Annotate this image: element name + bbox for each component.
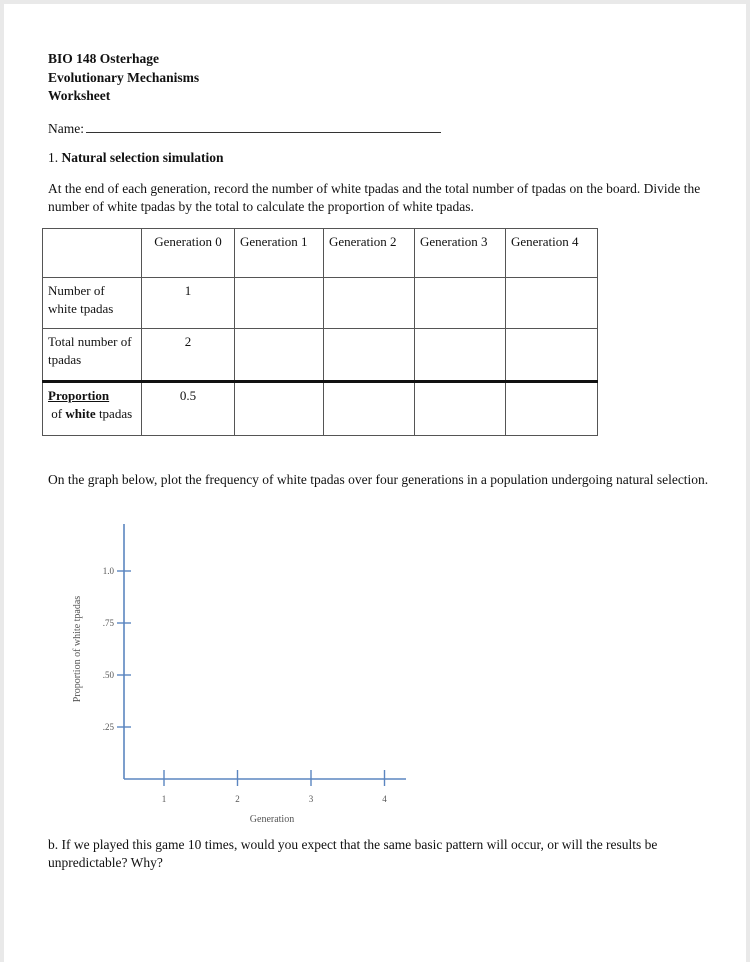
- x-tick-label: 2: [235, 794, 240, 804]
- worksheet-page: [4, 4, 746, 962]
- row-label: Total number of tpadas: [43, 329, 142, 382]
- name-label: Name:: [48, 121, 84, 136]
- y-tick-label: .50: [102, 670, 114, 680]
- x-tick-label: 3: [308, 794, 314, 804]
- header-cell: Generation 1: [235, 229, 324, 278]
- y-tick-label: 1.0: [102, 566, 114, 576]
- header-cell: Generation 2: [324, 229, 415, 278]
- header-cell: Generation 3: [415, 229, 506, 278]
- label-part: white: [65, 406, 96, 421]
- x-tick-label: 4: [382, 794, 387, 804]
- section-title: Natural selection simulation: [61, 150, 224, 165]
- y-tick-label: .75: [102, 618, 114, 628]
- header-cell: Generation 4: [506, 229, 598, 278]
- header-cell: Generation 0: [142, 229, 235, 278]
- cell[interactable]: 2: [142, 329, 235, 382]
- cell[interactable]: 0.5: [142, 382, 235, 436]
- x-tick-label: 1: [161, 794, 167, 804]
- y-tick-label: .25: [102, 722, 114, 732]
- label-part: tpadas: [95, 406, 133, 421]
- x-axis-label: Generation: [249, 814, 295, 825]
- empty-graph[interactable]: [4, 4, 746, 962]
- row-label: Number of white tpadas: [43, 278, 142, 329]
- label-part: of: [48, 406, 66, 421]
- question-b: b. If we played this game 10 times, would you expect that the same basic pattern will occur, or will the results be unpredictable? Why?: [48, 837, 658, 870]
- y-axis-label: Proportion of white tpadas: [72, 595, 83, 703]
- worksheet-subtitle: Worksheet: [48, 88, 111, 103]
- graph-instructions: On the graph below, plot the frequency of white tpadas over four generations in a population undergoing natural selection.: [48, 472, 709, 487]
- course-name: BIO 148 Osterhage: [48, 51, 159, 66]
- instructions: At the end of each generation, record the number of white tpadas and the total number of tpadas on the board. Divide the number of white tpadas by the total to calculate the proportion of white tpadas.: [48, 181, 701, 214]
- label-part: Proportion: [48, 388, 110, 403]
- cell[interactable]: 1: [142, 278, 235, 329]
- worksheet-title: Evolutionary Mechanisms: [48, 69, 200, 85]
- section-number: 1.: [48, 150, 59, 165]
